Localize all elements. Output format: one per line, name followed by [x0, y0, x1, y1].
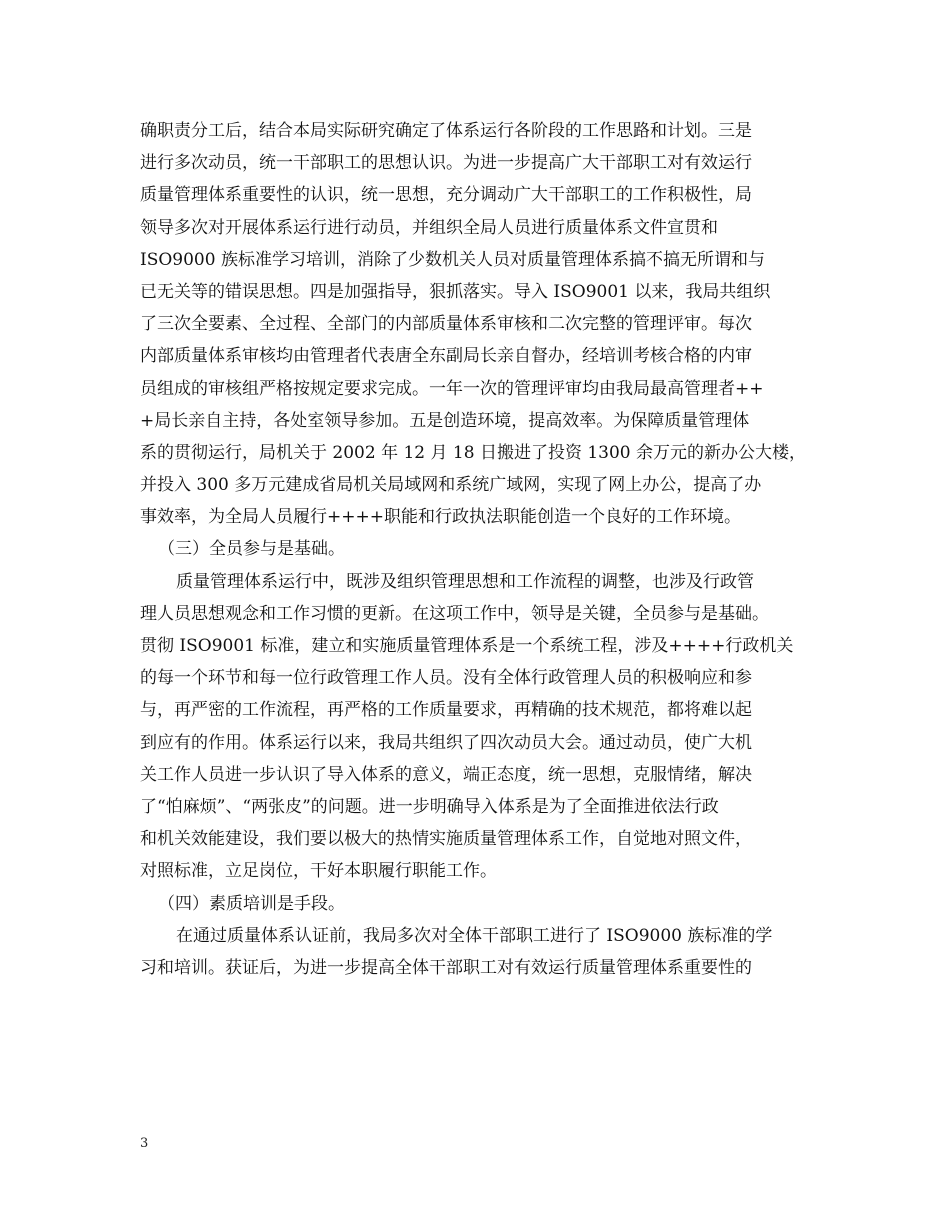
paragraph-line: 对照标准，立足岗位，干好本职履行职能工作。	[140, 861, 497, 882]
paragraph-line: 确职责分工后，结合本局实际研究确定了体系运行各阶段的工作思路和计划。三是	[140, 121, 752, 141]
paragraph-line: 在通过质量体系认证前，我局多次对全体干部职工进行了 ISO9000 族标准的学	[176, 925, 773, 946]
paragraph-line: 事效率，为全局人员履行++++职能和行政执法职能创造一个良好的工作环境。	[140, 507, 741, 528]
paragraph-line: 并投入 300 多万元建成省局机关局域网和系统广域网，实现了网上办公，提高了办	[140, 475, 762, 496]
paragraph-line: 内部质量体系审核均由管理者代表唐全东副局长亲自督办，经培训考核合格的内审	[140, 346, 752, 367]
paragraph-line: 和机关效能建设，我们要以极大的热情实施质量管理体系工作，自觉地对照文件，	[140, 829, 752, 850]
paragraph-line: 质量管理体系重要性的认识，统一思想，充分调动广大干部职工的工作积极性，局	[140, 185, 752, 206]
paragraph-line: 贯彻 ISO9001 标准，建立和实施质量管理体系是一个系统工程，涉及++++行政机关	[140, 636, 794, 656]
paragraph-line: 了“怕麻烦”、“两张皮”的问题。进一步明确导入体系是为了全面推进依法行政	[140, 796, 719, 817]
page-number: 3	[140, 1136, 149, 1151]
paragraph-line: 理人员思想观念和工作习惯的更新。在这项工作中，领导是关键，全员参与是基础。	[140, 603, 769, 624]
paragraph-line: ISO9000 族标准学习培训，消除了少数机关人员对质量管理体系搞不搞无所谓和与	[140, 249, 765, 270]
document-body	[140, 115, 812, 984]
paragraph-line: 系的贯彻运行，局机关于 2002 年 12 月 18 日搬进了投资 1300 余万元的新办公大楼，	[140, 442, 807, 463]
paragraph-line: +局长亲自主持，各处室领导参加。五是创造环境，提高效率。为保障质量管理体	[140, 410, 750, 431]
paragraph-line: 领导多次对开展体系运行进行动员，并组织全局人员进行质量体系文件宣贯和	[140, 217, 718, 238]
section-heading-4: （四）素质培训是手段。	[158, 893, 345, 914]
paragraph-line: 的每一个环节和每一位行政管理工作人员。没有全体行政管理人员的积极响应和参	[140, 668, 752, 689]
paragraph-line: 与，再严密的工作流程，再严格的工作质量要求，再精确的技术规范，都将难以起	[140, 700, 752, 721]
paragraph-line: 进行多次动员，统一干部职工的思想认识。为进一步提高广大干部职工对有效运行	[140, 153, 752, 174]
paragraph-line: 习和培训。获证后，为进一步提高全体干部职工对有效运行质量管理体系重要性的	[140, 957, 752, 978]
paragraph-line: 了三次全要素、全过程、全部门的内部质量体系审核和二次完整的管理评审。每次	[140, 314, 752, 335]
paragraph-line: 到应有的作用。体系运行以来，我局共组织了四次动员大会。通过动员，使广大机	[140, 732, 752, 753]
paragraph-line: 关工作人员进一步认识了导入体系的意义，端正态度，统一思想，克服情绪，解决	[140, 764, 752, 785]
paragraph-line: 已无关等的错误思想。四是加强指导，狠抓落实。导入 ISO9001 以来，我局共组织	[140, 281, 771, 302]
paragraph-line: 质量管理体系运行中，既涉及组织管理思想和工作流程的调整，也涉及行政管	[176, 571, 754, 592]
paragraph-line: 员组成的审核组严格按规定要求完成。一年一次的管理评审均由我局最高管理者++	[140, 378, 764, 399]
section-heading-3: （三）全员参与是基础。	[158, 539, 345, 560]
